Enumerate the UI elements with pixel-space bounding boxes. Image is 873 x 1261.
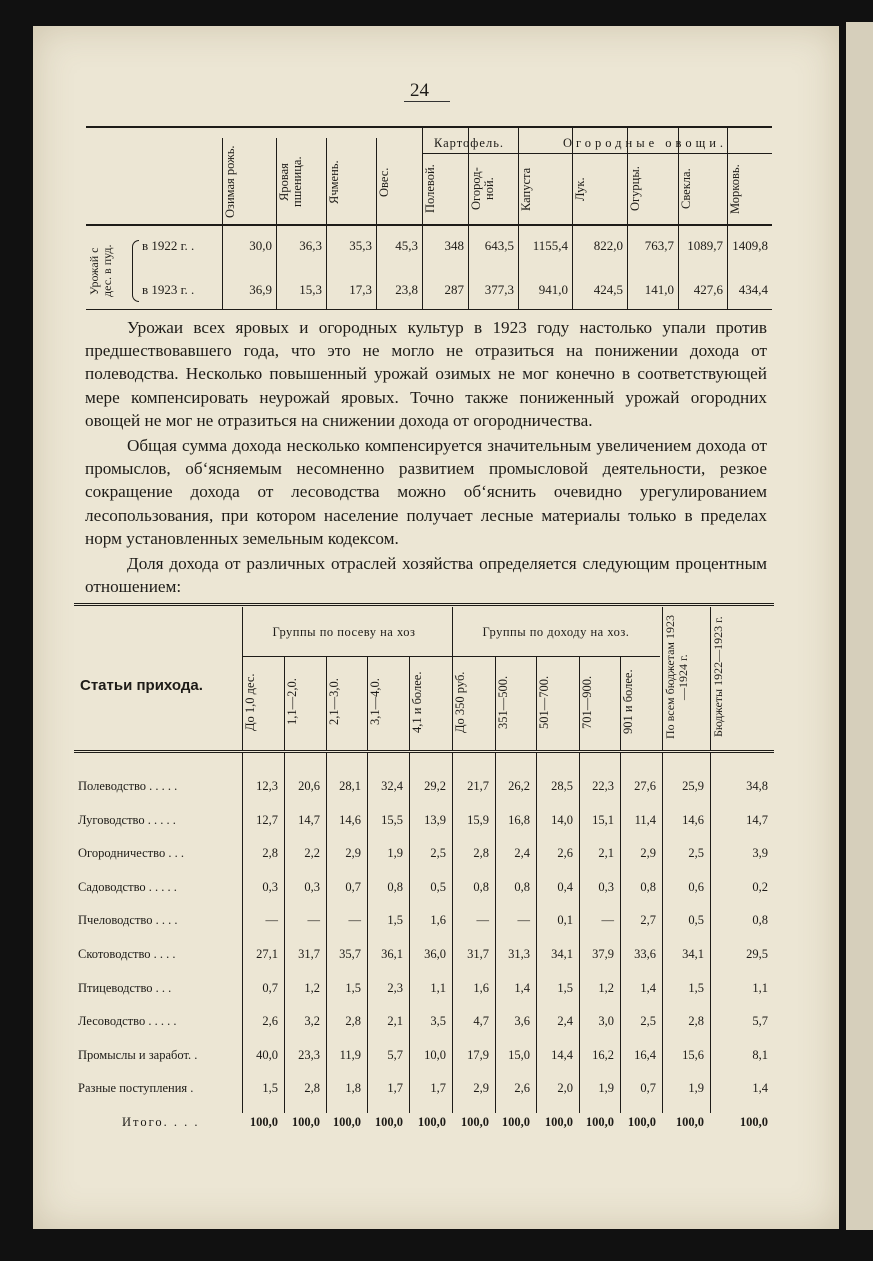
body-divider	[409, 753, 410, 1113]
table-cell: 0,3	[598, 879, 614, 894]
table-cell: 100,0	[332, 1115, 361, 1129]
table-cell: 29,5	[746, 947, 768, 961]
body-divider	[326, 753, 327, 1113]
body-divider	[242, 753, 243, 1113]
table-cell: 36,1	[381, 947, 403, 961]
body-divider	[367, 753, 368, 1113]
table-cell: 15,5	[381, 812, 403, 827]
table-cell: 100,0	[544, 1115, 573, 1129]
table2-top-rule	[74, 603, 774, 606]
column-header: Полевой.	[423, 164, 437, 214]
column-header: По всем бюджетам 1923—1924 г.	[663, 615, 690, 739]
table-cell: 34,1	[551, 947, 573, 961]
table-cell: 1,9	[387, 846, 403, 861]
table-cell: 2,9	[640, 846, 656, 861]
table-cell: 33,6	[634, 947, 656, 961]
table-cell: 11,4	[634, 812, 656, 827]
row-label: Пчеловодство . . . .	[78, 913, 178, 928]
table-cell: —	[265, 913, 278, 928]
table-cell: 15,6	[682, 1047, 704, 1062]
table-cell: 763,7	[644, 238, 674, 253]
table-cell: 3,9	[752, 846, 768, 861]
table-cell: 5,7	[387, 1047, 403, 1062]
table-cell: 17,9	[467, 1047, 489, 1062]
page-number-rule	[404, 101, 450, 102]
table-cell: 2,1	[598, 846, 614, 861]
table-cell: 0,5	[688, 913, 704, 928]
table-cell: 37,9	[592, 947, 614, 961]
table-cell: 20,6	[298, 779, 320, 793]
table-cell: 36,9	[249, 282, 272, 297]
table-cell: 22,3	[592, 779, 614, 793]
table-cell: 2,9	[473, 1081, 489, 1096]
table-cell: 2,8	[473, 846, 489, 861]
table-cell: 643,5	[484, 238, 514, 253]
row-label: Разные поступления .	[78, 1081, 194, 1096]
table-cell: 348	[444, 238, 464, 253]
paragraph-3: Доля дохода от различных отраслей хозяйства определяется следующим процентным отношением:	[85, 554, 767, 597]
table-cell: 34,1	[682, 947, 704, 961]
table-cell: 36,0	[424, 947, 446, 961]
table-cell: 1,8	[345, 1081, 361, 1096]
body-divider	[710, 753, 711, 1113]
table-cell: 2,6	[557, 846, 573, 861]
table-cell: 100,0	[460, 1115, 489, 1129]
row-label: Садоводство . . . . .	[78, 879, 177, 894]
income-table	[74, 603, 774, 1129]
table-cell: 3,5	[430, 1014, 446, 1029]
table-cell: 16,2	[592, 1047, 614, 1062]
table-cell: 2,8	[262, 846, 278, 861]
table-cell: 25,9	[682, 779, 704, 793]
table-cell: 100,0	[291, 1115, 320, 1129]
table-cell: 14,4	[551, 1047, 573, 1062]
table-cell: 100,0	[739, 1115, 768, 1129]
table-cell: 427,6	[693, 282, 723, 297]
body-divider	[536, 753, 537, 1113]
page-number: 24	[410, 80, 429, 101]
table-cell: 0,1	[557, 913, 573, 928]
table-cell: 100,0	[374, 1115, 403, 1129]
column-header: 701—900.	[580, 675, 594, 729]
table-cell: 0,6	[688, 879, 704, 894]
table-cell: 0,5	[430, 879, 446, 894]
table-cell: 4,7	[473, 1014, 489, 1029]
table-cell: 27,6	[634, 779, 656, 793]
table-cell: 0,8	[514, 879, 530, 894]
table-cell: 2,9	[345, 846, 361, 861]
column-header: До 350 руб.	[453, 671, 467, 733]
total-label: Итого. . . .	[122, 1115, 200, 1129]
table-cell: 2,6	[514, 1081, 530, 1096]
table-cell: 26,2	[508, 779, 530, 793]
table-cell: 100,0	[675, 1115, 704, 1129]
column-header: Ячмень.	[327, 160, 341, 204]
group-income: Группы по доходу на хоз.	[482, 625, 630, 639]
table-cell: 2,5	[430, 846, 446, 861]
table-cell: 12,7	[256, 812, 278, 827]
table-cell: 1,9	[688, 1081, 704, 1096]
table-cell: 8,1	[752, 1047, 768, 1062]
table-cell: 100,0	[501, 1115, 530, 1129]
table-cell: —	[476, 913, 489, 928]
table-cell: 1,5	[262, 1081, 278, 1096]
table-cell: 2,5	[688, 846, 704, 861]
table-cell: 28,1	[339, 779, 361, 793]
table-cell: 15,1	[592, 812, 614, 827]
table-cell: —	[601, 913, 614, 928]
table-cell: 17,3	[349, 282, 372, 297]
column-header: Бюджеты 1922—1923 г.	[711, 616, 725, 738]
table-cell: 14,0	[551, 812, 573, 827]
table-cell: —	[348, 913, 361, 928]
column-header: Лук.	[573, 177, 587, 201]
table-cell: 0,8	[640, 879, 656, 894]
column-header: Морковь.	[728, 164, 742, 214]
table-cell: 2,8	[345, 1014, 361, 1029]
group-rule	[422, 153, 772, 154]
table-cell: 2,2	[304, 846, 320, 861]
table-cell: 5,7	[752, 1014, 768, 1029]
body-divider	[579, 753, 580, 1113]
table-cell: 1,4	[514, 980, 530, 995]
table-cell: 100,0	[585, 1115, 614, 1129]
table-cell: 2,3	[387, 980, 403, 995]
body-divider	[662, 753, 663, 1113]
table-cell: 32,4	[381, 779, 403, 793]
row-label: Огородничество . . .	[78, 846, 184, 861]
group-sown: Группы по посеву на хоз	[272, 625, 416, 639]
table-cell: 29,2	[424, 779, 446, 793]
table-cell: 1,5	[557, 980, 573, 995]
column-header: До 1,0 дес.	[243, 673, 257, 731]
paragraph-block	[85, 316, 767, 598]
body-divider	[620, 753, 621, 1113]
table-cell: 0,7	[640, 1081, 656, 1096]
table-cell: 1,4	[640, 980, 656, 995]
group-vegetables: Огородные овощи.	[562, 136, 728, 150]
column-header: 501—700.	[537, 675, 551, 729]
table-cell: 2,4	[514, 846, 530, 861]
table-cell: 1,2	[304, 980, 320, 995]
table-cell: 1,5	[345, 980, 361, 995]
column-header: Огород-ной.	[469, 167, 496, 211]
table-cell: 31,3	[508, 947, 530, 961]
table-cell: 45,3	[395, 238, 418, 253]
body-divider	[284, 753, 285, 1113]
table-cell: 100,0	[417, 1115, 446, 1129]
column-header: 2,1—3,0.	[327, 678, 341, 726]
table-cell: 424,5	[593, 282, 623, 297]
table-cell: 0,4	[557, 879, 573, 894]
table-cell: 31,7	[467, 947, 489, 961]
row-label: Полеводство . . . . .	[78, 779, 178, 793]
table-cell: 2,0	[557, 1081, 573, 1096]
table-cell: 1,9	[598, 1081, 614, 1096]
table-cell: 35,7	[339, 947, 361, 961]
table-cell: 377,3	[484, 282, 514, 297]
table-cell: 23,8	[395, 282, 418, 297]
yield-table	[86, 126, 772, 311]
table-cell: 100,0	[627, 1115, 656, 1129]
table-cell: 1,6	[430, 913, 446, 928]
table-cell: 15,0	[508, 1047, 530, 1062]
column-header: 3,1—4,0.	[368, 678, 382, 726]
table-header-rule	[86, 224, 772, 226]
table-cell: 12,3	[256, 779, 278, 793]
body-divider	[452, 753, 453, 1113]
table-cell: 1,4	[752, 1081, 768, 1096]
table-cell: 34,8	[746, 779, 768, 793]
table-cell: 2,7	[640, 913, 656, 928]
column-header: 351—500.	[496, 675, 510, 729]
table-cell: 141,0	[644, 282, 674, 297]
table-cell: 100,0	[249, 1115, 278, 1129]
row-label: Луговодство . . . . .	[78, 812, 176, 827]
table-cell: —	[307, 913, 320, 928]
table-cell: 1155,4	[532, 238, 568, 253]
table-cell: 0,7	[345, 879, 361, 894]
table-cell: 21,7	[467, 779, 489, 793]
table-cell: 0,7	[262, 980, 278, 995]
table-cell: 13,9	[424, 812, 446, 827]
table-cell: 1,5	[387, 913, 403, 928]
table-cell: 14,7	[746, 812, 768, 827]
table-cell: 0,3	[262, 879, 278, 894]
table-cell: 941,0	[538, 282, 568, 297]
table-cell: 14,6	[339, 812, 361, 827]
table-cell: 2,8	[304, 1081, 320, 1096]
row-label: в 1923 г. .	[142, 282, 195, 297]
table-cell: 16,8	[508, 812, 530, 827]
table-cell: 0,2	[752, 879, 768, 894]
table-cell: 1,7	[430, 1081, 446, 1096]
next-page-edge	[846, 22, 873, 1230]
column-header: 1,1—2,0.	[285, 678, 299, 726]
column-header: 901 и более.	[621, 669, 635, 735]
table-cell: 15,3	[299, 282, 322, 297]
table2-header-rule	[74, 750, 774, 753]
table-cell: 0,8	[387, 879, 403, 894]
row-label: Промыслы и заработ. .	[78, 1047, 198, 1062]
table-cell: 0,8	[473, 879, 489, 894]
table-cell: 1,5	[688, 980, 704, 995]
row-group-label: Урожай с дес. в пуд.	[87, 244, 114, 298]
table-cell: 40,0	[256, 1047, 278, 1062]
table-cell: 3,6	[514, 1014, 530, 1029]
brace	[132, 240, 139, 302]
column-header: Овес.	[377, 167, 391, 197]
table-cell: 27,1	[256, 947, 278, 961]
table-cell: 434,4	[738, 282, 768, 297]
table-cell: 822,0	[593, 238, 623, 253]
table-cell: 1,1	[430, 980, 446, 995]
row-label: Скотоводство . . . .	[78, 947, 176, 961]
table-cell: 2,4	[557, 1014, 573, 1029]
stub-header: Статьи прихода.	[80, 677, 203, 694]
table-bottom-rule	[86, 309, 772, 310]
table-cell: 2,1	[387, 1014, 403, 1029]
group-potato: Картофель.	[433, 136, 505, 150]
table-cell: 1,1	[752, 980, 768, 995]
column-header: 4,1 и более.	[410, 671, 424, 733]
column-header: Свекла.	[679, 168, 693, 210]
row-label: в 1922 г. .	[142, 238, 195, 253]
table-cell: —	[517, 913, 530, 928]
table-cell: 11,9	[339, 1047, 361, 1062]
row-label: Птицеводство . . .	[78, 980, 172, 995]
group2-rule	[242, 656, 660, 657]
table-cell: 16,4	[634, 1047, 656, 1062]
table-cell: 2,6	[262, 1014, 278, 1029]
table-cell: 1,7	[387, 1081, 403, 1096]
table-cell: 2,8	[688, 1014, 704, 1029]
paragraph-2: Общая сумма дохода несколько компенсируется значительным увеличением дохода от промыслов, об‘ясняемым несомненно развитием промысловой деятельности, резкое сокращение дохода от лесоводства можно об‘яснить очевидно урегулированием лесопользования, при котором население получает лесные материалы только в пределах норм установленных земельным кодексом.	[85, 436, 767, 548]
table-top-rule	[86, 126, 772, 128]
table-cell: 35,3	[349, 238, 372, 253]
column-header: Огурцы.	[628, 166, 642, 212]
table-cell: 2,5	[640, 1014, 656, 1029]
table-cell: 3,2	[304, 1014, 320, 1029]
table-cell: 36,3	[299, 238, 322, 253]
table-cell: 0,8	[752, 913, 768, 928]
body-divider	[495, 753, 496, 1113]
paragraph-1: Урожаи всех яровых и огородных культур в 1923 году настолько упали против предшествовавшего года, что это не могло не отразиться на понижении дохода от полеводства. Несколько повышенный урожай озимых не мог конечно в соответствующей мере компенсировать неурожай яровых. Точно также пониженный урожай огородних овощей не мог не отразиться на снижении дохода от огородничества.	[85, 318, 767, 430]
table-cell: 1409,8	[732, 238, 768, 253]
table-cell: 1089,7	[687, 238, 723, 253]
table-cell: 15,9	[467, 812, 489, 827]
table-cell: 14,7	[298, 812, 320, 827]
table-cell: 1,2	[598, 980, 614, 995]
table-cell: 23,3	[298, 1047, 320, 1062]
table-cell: 31,7	[298, 947, 320, 961]
row-label: Лесоводство . . . . .	[78, 1014, 177, 1029]
table-cell: 3,0	[598, 1014, 614, 1029]
table-cell: 287	[444, 282, 464, 297]
column-header: Капуста	[519, 167, 533, 211]
table-cell: 1,6	[473, 980, 489, 995]
table-cell: 30,0	[249, 238, 272, 253]
table-cell: 0,3	[304, 879, 320, 894]
table-cell: 14,6	[682, 812, 704, 827]
column-header: Яровая пшеница.	[277, 156, 304, 208]
table-cell: 28,5	[551, 779, 573, 793]
table-cell: 10,0	[424, 1047, 446, 1062]
column-header: Озимая рожь.	[223, 145, 237, 219]
